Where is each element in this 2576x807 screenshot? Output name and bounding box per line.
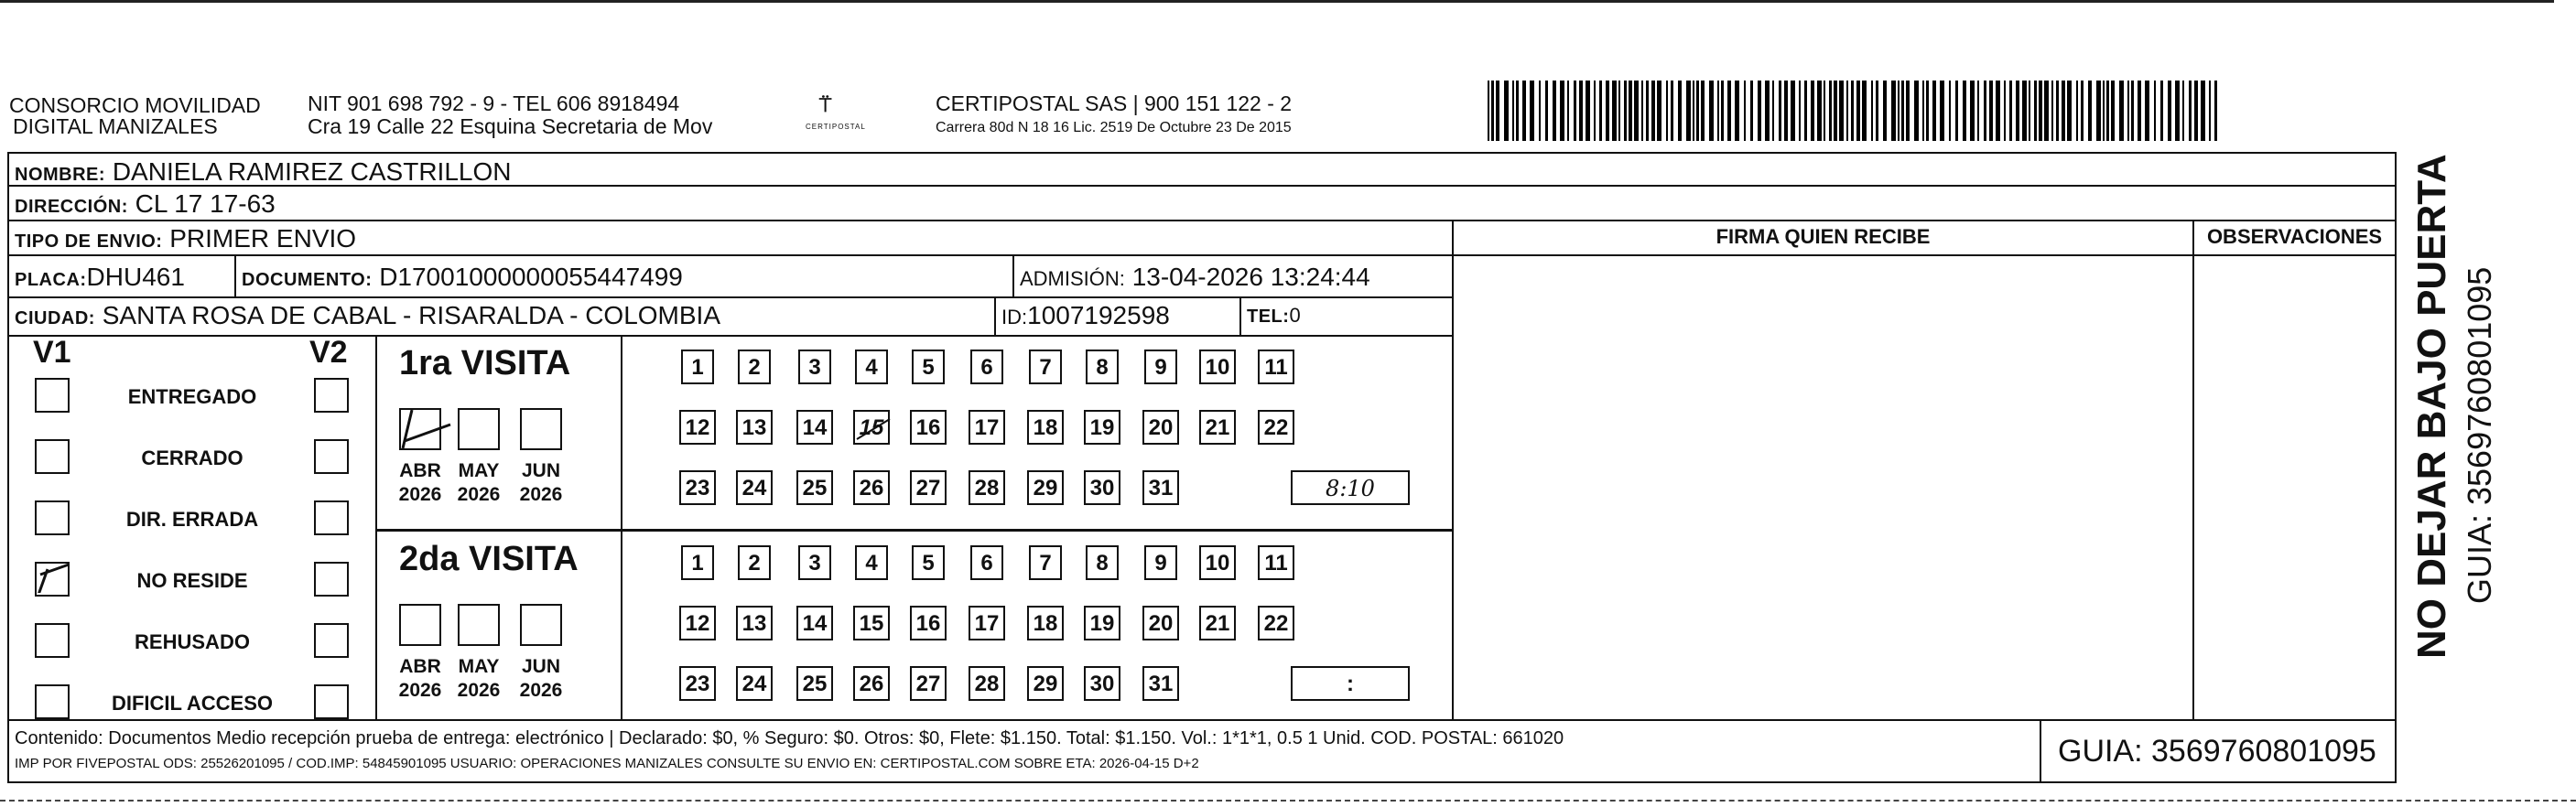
barcode-bar bbox=[1560, 81, 1564, 141]
v1-checkbox[interactable] bbox=[35, 623, 70, 658]
barcode-bar bbox=[2189, 81, 2192, 141]
v2-heading: V2 bbox=[309, 335, 348, 370]
barcode-bar bbox=[1989, 81, 1993, 141]
barcode-bar bbox=[2214, 81, 2217, 141]
day-box[interactable]: 15 bbox=[853, 606, 890, 640]
barcode-bar bbox=[1516, 81, 1519, 141]
no-dejar-bajo-puerta: NO DEJAR BAJO PUERTA bbox=[2409, 154, 2454, 659]
barcode-bar bbox=[1811, 81, 1814, 141]
barcode-bar bbox=[2051, 81, 2053, 141]
barcode-bar bbox=[1856, 81, 1860, 141]
barcode-bar bbox=[1579, 81, 1583, 141]
day-box[interactable]: 27 bbox=[910, 666, 947, 701]
barcode-bar bbox=[1898, 81, 1900, 141]
barcode-bar bbox=[1671, 81, 1673, 141]
ciudad-value: SANTA ROSA DE CABAL - RISARALDA - COLOMBIA bbox=[102, 301, 721, 329]
day-box[interactable]: 8 bbox=[1086, 545, 1119, 580]
barcode-bar bbox=[1824, 81, 1825, 141]
barcode-bar bbox=[1641, 81, 1643, 141]
month-checkbox[interactable] bbox=[458, 604, 500, 646]
status-option-label: REHUSADO bbox=[135, 630, 250, 653]
month-label: MAY bbox=[458, 656, 500, 677]
documento-cell bbox=[234, 256, 1014, 298]
day-box[interactable]: 29 bbox=[1027, 470, 1064, 505]
day-box[interactable]: 29 bbox=[1027, 666, 1064, 701]
ciudad-label: CIUDAD: bbox=[15, 308, 95, 328]
status-option-label: DIR. ERRADA bbox=[125, 508, 259, 531]
barcode-bar bbox=[1491, 81, 1494, 141]
barcode-bar bbox=[1522, 81, 1526, 141]
barcode-bar bbox=[1606, 81, 1609, 141]
barcode-bar bbox=[1727, 81, 1731, 141]
month-checkbox[interactable] bbox=[399, 604, 441, 646]
barcode-bar bbox=[2154, 81, 2156, 141]
day-box[interactable]: 11 bbox=[1258, 350, 1294, 384]
barcode-bar bbox=[2127, 81, 2129, 141]
month-checkbox[interactable] bbox=[520, 604, 562, 646]
barcode-bar bbox=[1750, 81, 1753, 141]
day-box[interactable]: 2 bbox=[738, 350, 771, 384]
barcode-bar bbox=[1693, 81, 1694, 141]
barcode-bar bbox=[1717, 81, 1719, 141]
admision-value: 13-04-2026 13:24:44 bbox=[1131, 263, 1370, 291]
barcode-bar bbox=[1984, 81, 1986, 141]
v2-checkbox[interactable] bbox=[314, 500, 349, 535]
barcode-bar bbox=[1686, 81, 1691, 141]
divider-status bbox=[375, 335, 377, 721]
barcode-bar bbox=[2088, 81, 2092, 141]
barcode-bar bbox=[1496, 81, 1499, 141]
barcode-bar bbox=[2067, 81, 2072, 141]
placa-cell bbox=[7, 256, 236, 298]
barcode-bar bbox=[1906, 81, 1910, 141]
barcode-bar bbox=[1530, 81, 1534, 141]
day-box[interactable]: 11 bbox=[1258, 545, 1294, 580]
day-box[interactable]: 22 bbox=[1258, 606, 1294, 640]
v1-checkbox[interactable] bbox=[35, 378, 70, 413]
id-label: ID: bbox=[1001, 306, 1028, 328]
tipo-envio-value: PRIMER ENVIO bbox=[169, 224, 357, 253]
barcode-bar bbox=[1696, 81, 1699, 141]
day-box[interactable]: 26 bbox=[853, 666, 890, 701]
barcode-bar bbox=[1784, 81, 1788, 141]
nombre-value: DANIELA RAMIREZ CASTRILLON bbox=[112, 157, 512, 186]
nit-line: NIT 901 698 792 - 9 - TEL 606 8918494 bbox=[308, 91, 680, 115]
month-label: JUN bbox=[521, 460, 560, 481]
day-box[interactable]: 4 bbox=[855, 545, 888, 580]
barcode bbox=[1488, 81, 2220, 141]
barcode-bar bbox=[2034, 81, 2037, 141]
status-option-label: CERRADO bbox=[141, 447, 244, 469]
barcode-bar bbox=[2056, 81, 2059, 141]
barcode-bar bbox=[2039, 81, 2042, 141]
barcode-bar bbox=[2103, 81, 2105, 141]
day-box[interactable]: 9 bbox=[1144, 350, 1177, 384]
barcode-bar bbox=[1586, 81, 1590, 141]
month-label: ABR bbox=[399, 460, 441, 481]
barcode-bar bbox=[1834, 81, 1837, 141]
barcode-bar bbox=[1646, 81, 1649, 141]
day-box[interactable]: 13 bbox=[736, 410, 773, 445]
day-box[interactable]: 1 bbox=[681, 545, 714, 580]
day-box[interactable]: 21 bbox=[1199, 606, 1236, 640]
day-box[interactable]: 14 bbox=[796, 410, 833, 445]
barcode-bar bbox=[1567, 81, 1569, 141]
v2-checkbox[interactable] bbox=[314, 378, 349, 413]
day-box[interactable]: 31 bbox=[1142, 666, 1179, 701]
company-name-line2: DIGITAL MANIZALES bbox=[13, 114, 218, 138]
divider-months bbox=[621, 335, 622, 721]
barcode-bar bbox=[1932, 81, 1936, 141]
documento-value: D17001000000055447499 bbox=[379, 263, 683, 291]
day-box[interactable]: 19 bbox=[1084, 410, 1120, 445]
barcode-bar bbox=[2044, 81, 2049, 141]
day-box[interactable]: 8 bbox=[1086, 350, 1119, 384]
v1-checkbox[interactable] bbox=[35, 500, 70, 535]
barcode-bar bbox=[1512, 81, 1514, 141]
barcode-bar bbox=[2182, 81, 2184, 141]
day-box[interactable]: 28 bbox=[969, 470, 1005, 505]
footer-imp-line: IMP POR FIVEPOSTAL ODS: 25526201095 / COD.IMP: 54845901095 USUARIO: OPERACIONES MANIZALES CONSULTE SU ENVIO EN: CERTIPOSTAL.COM SOBRE ETA: 2026-04-15 D+2 bbox=[15, 756, 1199, 771]
barcode-bar bbox=[2209, 81, 2211, 141]
day-box[interactable]: 24 bbox=[736, 666, 773, 701]
divider-visits bbox=[375, 529, 1454, 532]
month-label: MAY bbox=[458, 460, 500, 481]
barcode-bar bbox=[2062, 81, 2065, 141]
visit-title: 2da VISITA bbox=[399, 540, 579, 578]
barcode-bar bbox=[1701, 81, 1705, 141]
carrier-line: CERTIPOSTAL SAS | 900 151 122 - 2 bbox=[936, 91, 1293, 115]
day-box[interactable]: 5 bbox=[912, 350, 945, 384]
day-box[interactable]: 30 bbox=[1084, 470, 1120, 505]
v2-checkbox[interactable] bbox=[314, 623, 349, 658]
footer-guia: GUIA: 3569760801095 bbox=[2058, 734, 2376, 769]
barcode-bar bbox=[1772, 81, 1774, 141]
day-box[interactable]: 1 bbox=[681, 350, 714, 384]
year-label: 2026 bbox=[519, 484, 563, 505]
day-box[interactable]: 5 bbox=[912, 545, 945, 580]
day-box[interactable]: 3 bbox=[798, 350, 831, 384]
year-label: 2026 bbox=[457, 484, 501, 505]
day-box[interactable]: 7 bbox=[1029, 545, 1062, 580]
barcode-bar bbox=[1914, 81, 1919, 141]
barcode-bar bbox=[1955, 81, 1958, 141]
barcode-bar bbox=[1651, 81, 1655, 141]
v1-heading: V1 bbox=[33, 335, 71, 370]
day-box[interactable]: 16 bbox=[910, 410, 947, 445]
barcode-bar bbox=[1721, 81, 1724, 141]
admision-label: ADMISIÓN: bbox=[1020, 267, 1125, 290]
day-box[interactable]: 16 bbox=[910, 606, 947, 640]
tel-label: TEL: bbox=[1247, 307, 1290, 327]
barcode-bar bbox=[1553, 81, 1556, 141]
day-box[interactable]: 12 bbox=[679, 410, 716, 445]
barcode-bar bbox=[1876, 81, 1878, 141]
barcode-bar bbox=[1504, 81, 1509, 141]
barcode-bar bbox=[2022, 81, 2027, 141]
day-box[interactable]: 23 bbox=[679, 470, 716, 505]
day-box[interactable]: 9 bbox=[1144, 545, 1177, 580]
day-box[interactable]: 12 bbox=[679, 606, 716, 640]
day-box[interactable]: 6 bbox=[970, 545, 1003, 580]
company-name-line1: CONSORCIO MOVILIDAD bbox=[9, 93, 261, 117]
barcode-bar bbox=[1996, 81, 2000, 141]
day-box[interactable]: 2 bbox=[738, 545, 771, 580]
status-option-label: NO RESIDE bbox=[136, 569, 248, 592]
observaciones-area[interactable] bbox=[2192, 254, 2397, 721]
barcode-bar bbox=[1629, 81, 1632, 141]
issuer-address: Cra 19 Calle 22 Esquina Secretaria de Mov bbox=[308, 114, 713, 138]
day-box[interactable]: 19 bbox=[1084, 606, 1120, 640]
barcode-bar bbox=[2076, 81, 2078, 141]
firma-area[interactable] bbox=[1452, 254, 2194, 721]
day-box[interactable]: 20 bbox=[1142, 606, 1179, 640]
barcode-bar bbox=[1862, 81, 1867, 141]
day-box[interactable]: 31 bbox=[1142, 470, 1179, 505]
barcode-bar bbox=[1839, 81, 1844, 141]
barcode-bar bbox=[1977, 81, 1979, 141]
status-option-label: ENTREGADO bbox=[127, 385, 257, 408]
barcode-bar bbox=[2106, 81, 2109, 141]
time-handwritten[interactable]: 8:10 bbox=[1291, 470, 1410, 505]
barcode-bar bbox=[1799, 81, 1801, 141]
day-box[interactable]: 25 bbox=[796, 470, 833, 505]
day-box[interactable]: 20 bbox=[1142, 410, 1179, 445]
barcode-bar bbox=[1883, 81, 1887, 141]
day-box[interactable]: 28 bbox=[969, 666, 1005, 701]
day-box[interactable]: 4 bbox=[855, 350, 888, 384]
barcode-bar bbox=[1949, 81, 1951, 141]
footer-contenido: Contenido: Documentos Medio recepción prueba de entrega: electrónico | Declarado: $0, % Seguro: $0. Otros: $0, Flete: $1.150. Total: $1.150. Vol.: 1*1*1, 0.5 1 Unid. COD. POSTAL: 661020 bbox=[15, 728, 1564, 748]
tel-cell bbox=[1239, 296, 1454, 337]
v1-checkbox[interactable] bbox=[35, 684, 70, 719]
top-rule bbox=[0, 0, 2554, 16]
barcode-bar bbox=[1851, 81, 1854, 141]
observaciones-header: OBSERVACIONES bbox=[2192, 221, 2397, 256]
carrier-address: Carrera 80d N 18 16 Lic. 2519 De Octubre 23 De 2015 bbox=[936, 120, 1292, 135]
direccion-label: DIRECCIÓN: bbox=[15, 197, 128, 217]
day-box[interactable]: 10 bbox=[1199, 545, 1236, 580]
day-box[interactable]: 10 bbox=[1199, 350, 1236, 384]
barcode-bar bbox=[1779, 81, 1781, 141]
barcode-bar bbox=[1940, 81, 1944, 141]
barcode-bar bbox=[2168, 81, 2171, 141]
barcode-bar bbox=[1545, 81, 1548, 141]
day-box[interactable]: 14 bbox=[796, 606, 833, 640]
barcode-bar bbox=[1926, 81, 1929, 141]
documento-label: DOCUMENTO: bbox=[242, 270, 373, 290]
month-label: JUN bbox=[521, 656, 560, 677]
status-option-label: DIFICIL ACCESO bbox=[111, 692, 273, 715]
v1-checkbox[interactable] bbox=[35, 562, 70, 597]
barcode-bar bbox=[2138, 81, 2141, 141]
barcode-bar bbox=[1539, 81, 1541, 141]
barcode-bar bbox=[1624, 81, 1627, 141]
nombre-label: NOMBRE: bbox=[15, 165, 106, 185]
day-box[interactable]: 30 bbox=[1084, 666, 1120, 701]
barcode-bar bbox=[1634, 81, 1639, 141]
day-box[interactable]: 24 bbox=[736, 470, 773, 505]
placa-value: DHU461 bbox=[86, 263, 185, 291]
tipo-envio-label: TIPO DE ENVIO: bbox=[15, 231, 163, 252]
month-checkbox[interactable] bbox=[520, 408, 562, 450]
barcode-bar bbox=[2096, 81, 2101, 141]
month-label: ABR bbox=[399, 656, 441, 677]
year-label: 2026 bbox=[398, 484, 442, 505]
barcode-bar bbox=[1970, 81, 1975, 141]
ciudad-cell bbox=[7, 296, 996, 337]
barcode-bar bbox=[1829, 81, 1832, 141]
placa-label: PLACA: bbox=[15, 270, 87, 290]
day-box[interactable]: 18 bbox=[1027, 410, 1064, 445]
barcode-bar bbox=[1963, 81, 1966, 141]
visit-title: 1ra VISITA bbox=[399, 344, 571, 382]
direccion-value: CL 17 17-63 bbox=[135, 189, 276, 218]
barcode-bar bbox=[1618, 81, 1620, 141]
barcode-bar bbox=[2160, 81, 2163, 141]
barcode-bar bbox=[2194, 81, 2198, 141]
barcode-bar bbox=[1666, 81, 1668, 141]
barcode-bar bbox=[1791, 81, 1795, 141]
day-box[interactable]: 17 bbox=[969, 410, 1005, 445]
barcode-bar bbox=[1765, 81, 1770, 141]
barcode-bar bbox=[2009, 81, 2012, 141]
id-cell bbox=[994, 296, 1241, 337]
day-box[interactable]: 27 bbox=[910, 470, 947, 505]
barcode-bar bbox=[1594, 81, 1596, 141]
barcode-bar bbox=[1922, 81, 1924, 141]
barcode-bar bbox=[1574, 81, 1576, 141]
year-label: 2026 bbox=[457, 680, 501, 701]
barcode-bar bbox=[1891, 81, 1896, 141]
footer-divider bbox=[2040, 721, 2041, 781]
barcode-bar bbox=[2131, 81, 2134, 141]
side-guia: GUIA: 3569760801095 bbox=[2461, 266, 2498, 604]
barcode-bar bbox=[2029, 81, 2030, 141]
admision-cell bbox=[1012, 256, 1454, 298]
barcode-bar bbox=[1612, 81, 1617, 141]
barcode-bar bbox=[1735, 81, 1739, 141]
day-box[interactable]: 13 bbox=[736, 606, 773, 640]
day-box[interactable]: 22 bbox=[1258, 410, 1294, 445]
month-checkbox[interactable] bbox=[399, 408, 441, 450]
firma-header: FIRMA QUIEN RECIBE bbox=[1452, 221, 2194, 256]
barcode-bar bbox=[2111, 81, 2115, 141]
year-label: 2026 bbox=[398, 680, 442, 701]
barcode-bar bbox=[1744, 81, 1746, 141]
barcode-bar bbox=[1678, 81, 1682, 141]
barcode-bar bbox=[2201, 81, 2205, 141]
month-checkbox[interactable] bbox=[458, 408, 500, 450]
barcode-bar bbox=[2004, 81, 2006, 141]
v1-checkbox[interactable] bbox=[35, 439, 70, 474]
tel-value: 0 bbox=[1289, 304, 1301, 327]
day-box[interactable]: 6 bbox=[970, 350, 1003, 384]
tipo-envio-row bbox=[7, 221, 1454, 256]
day-box[interactable]: 25 bbox=[796, 666, 833, 701]
barcode-bar bbox=[1599, 81, 1602, 141]
v2-checkbox[interactable] bbox=[314, 684, 349, 719]
barcode-bar bbox=[1488, 81, 1489, 141]
barcode-bar bbox=[1804, 81, 1807, 141]
barcode-bar bbox=[1709, 81, 1714, 141]
day-box[interactable]: 3 bbox=[798, 545, 831, 580]
barcode-bar bbox=[2145, 81, 2149, 141]
barcode-bar bbox=[1901, 81, 1904, 141]
year-label: 2026 bbox=[519, 680, 563, 701]
day-box[interactable]: 26 bbox=[853, 470, 890, 505]
barcode-bar bbox=[1846, 81, 1848, 141]
id-value: 1007192598 bbox=[1027, 301, 1170, 329]
torn-edge bbox=[0, 800, 2576, 804]
v2-checkbox[interactable] bbox=[314, 562, 349, 597]
nombre-row bbox=[7, 152, 2397, 187]
direccion-row bbox=[7, 187, 2397, 221]
barcode-bar bbox=[2175, 81, 2180, 141]
day-box[interactable]: 17 bbox=[969, 606, 1005, 640]
time-box[interactable]: : bbox=[1291, 666, 1410, 701]
barcode-bar bbox=[1657, 81, 1661, 141]
day-box[interactable]: 15 bbox=[853, 410, 890, 445]
day-box[interactable]: 7 bbox=[1029, 350, 1062, 384]
barcode-bar bbox=[2016, 81, 2019, 141]
barcode-bar bbox=[2119, 81, 2124, 141]
barcode-bar bbox=[1871, 81, 1873, 141]
barcode-bar bbox=[1758, 81, 1761, 141]
day-box[interactable]: 21 bbox=[1199, 410, 1236, 445]
day-box[interactable]: 18 bbox=[1027, 606, 1064, 640]
certipostal-logo-icon: ⍡ bbox=[819, 93, 832, 116]
barcode-bar bbox=[2081, 81, 2084, 141]
certipostal-logo-text: CERTIPOSTAL bbox=[806, 123, 866, 131]
day-box[interactable]: 23 bbox=[679, 666, 716, 701]
barcode-bar bbox=[1817, 81, 1822, 141]
v2-checkbox[interactable] bbox=[314, 439, 349, 474]
